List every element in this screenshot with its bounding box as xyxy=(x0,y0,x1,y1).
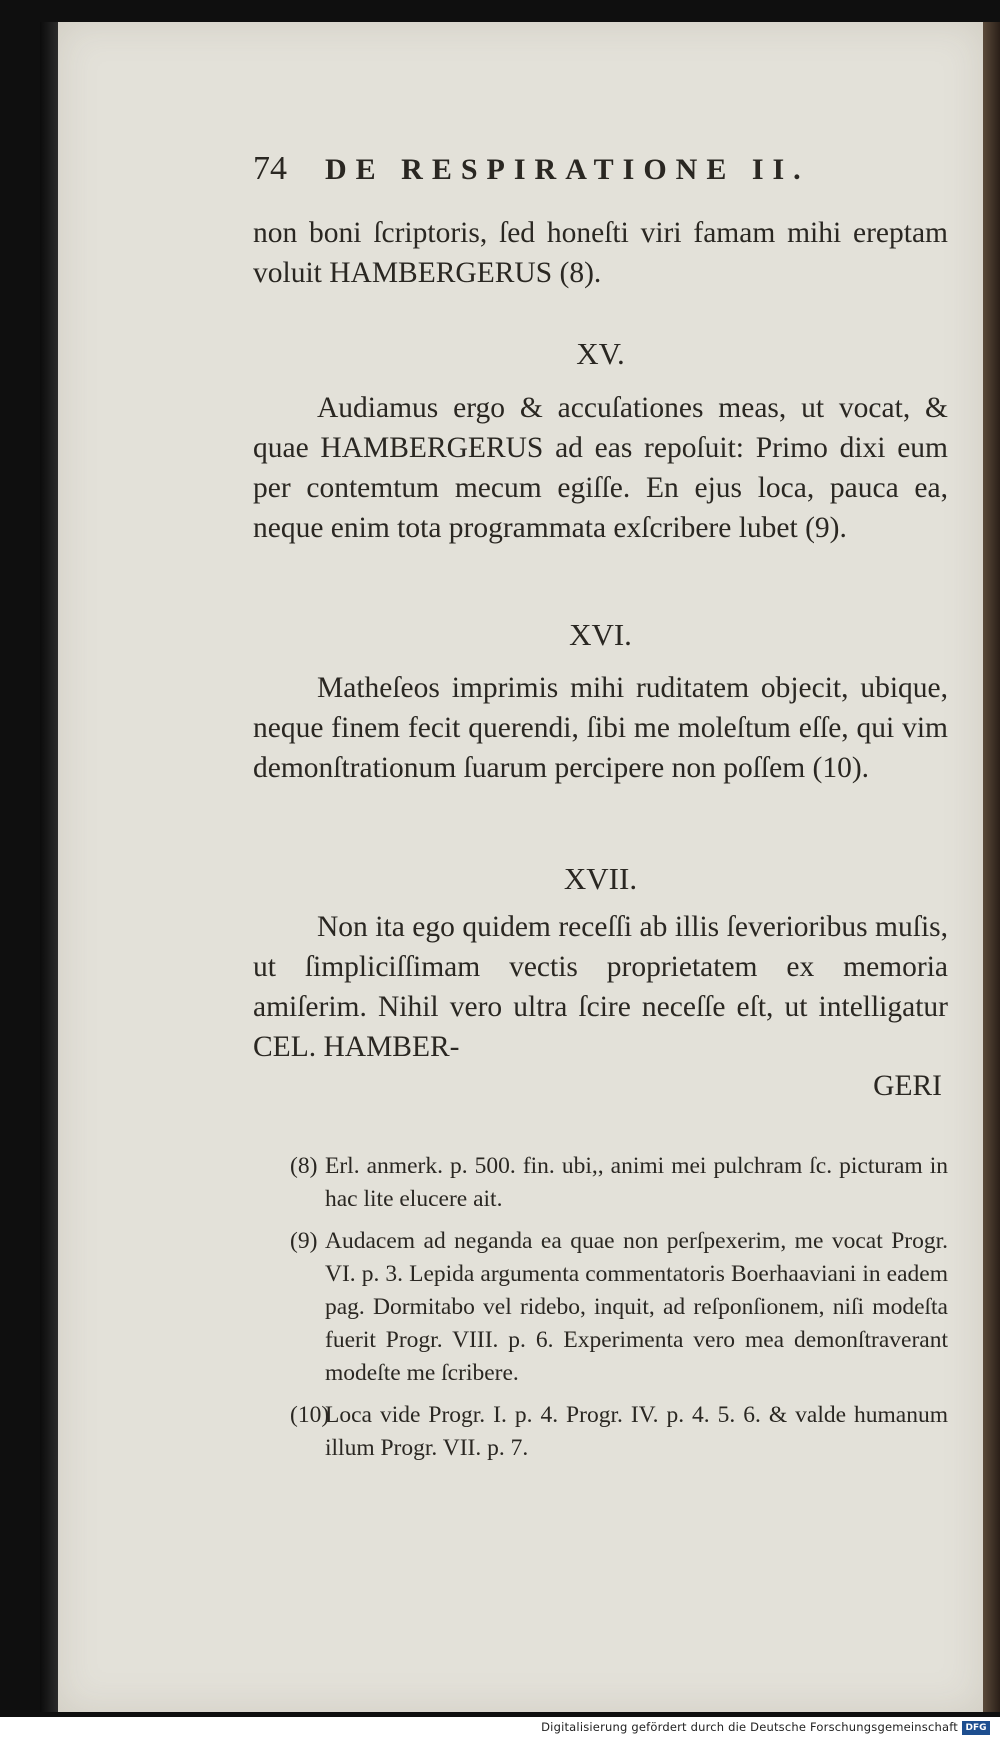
section-xvi-text: Matheſeos imprimis mihi ruditatem objecit, ubique, neque finem fecit querendi, ſibi me moleſtum eſſe, qui vim demonſtrationum ſuarum percipere non poſſem (10). xyxy=(253,672,948,784)
footnote-text: Loca vide Progr. I. p. 4. Progr. IV. p. 4. 5. 6. & valde humanum illum Progr. VII. p. 7. xyxy=(325,1402,948,1461)
footnote-mark: (9) xyxy=(290,1228,318,1254)
page-edge xyxy=(983,22,1000,1712)
footnote xyxy=(290,1150,948,1216)
catchword: GERI xyxy=(873,1070,942,1102)
opening-paragraph: non boni ſcriptoris, ſed honeſti viri famam mihi ereptam voluit HAMBERGERUS (8). xyxy=(253,217,948,289)
footnote-mark: (10) xyxy=(290,1402,330,1428)
section-xv-text: Audiamus ergo & accuſationes meas, ut vocat, & quae HAMBERGERUS ad eas repoſuit: Primo dixi eum per contemtum mecum egiſſe. En ejus loca, pauca ea, neque enim tota programmata exſcribere lubet (9). xyxy=(253,392,948,544)
section-xvi-text-block xyxy=(253,668,948,788)
digitization-credit: Digitalisierung gefördert durch die Deutsche Forschungsgemeinschaft xyxy=(541,1720,958,1734)
footnotes xyxy=(290,1150,948,1474)
section-xv-text-block xyxy=(253,388,948,548)
footnote-mark: (8) xyxy=(290,1153,318,1179)
footnote-text: Erl. anmerk. p. 500. fin. ubi,, animi mei pulchram ſc. picturam in hac lite elucere ait. xyxy=(325,1153,948,1212)
dfg-logo-icon: DFG xyxy=(962,1721,990,1735)
section-xvii-text: Non ita ego quidem receſſi ab illis ſeverioribus muſis, ut ſimpliciſſimam vectis proprietatem ex memoria amiſerim. Nihil vero ultra ſcire neceſſe eſt, ut intelligatur CEL. HAMBER- xyxy=(253,911,948,1063)
running-header xyxy=(253,150,853,190)
binding-shadow xyxy=(40,22,58,1712)
section-number-xvi: XVI. xyxy=(569,617,632,652)
footnote xyxy=(290,1399,948,1465)
section-xvii-text-block xyxy=(253,907,948,1067)
section-number-xvii: XVII. xyxy=(563,861,638,896)
footnote-text: Audacem ad neganda ea quae non perſpexerim, me vocat Progr. VI. p. 3. Lepida argumenta commentatoris Boerhaaviani in eadem pag. Dormitabo vel ridebo, inquit, ad reſponſionem, niſi modeſta fuerit Progr. VIII. p. 6. Experimenta vero mea demonſtraverant modeſte me ſcribere. xyxy=(325,1228,948,1386)
page-number: 74 xyxy=(253,150,287,187)
footnote xyxy=(290,1225,948,1390)
running-title: DE RESPIRATIONE II. xyxy=(325,153,810,186)
section-number-xv: XV. xyxy=(576,336,625,371)
opening-paragraph-block xyxy=(253,213,948,293)
